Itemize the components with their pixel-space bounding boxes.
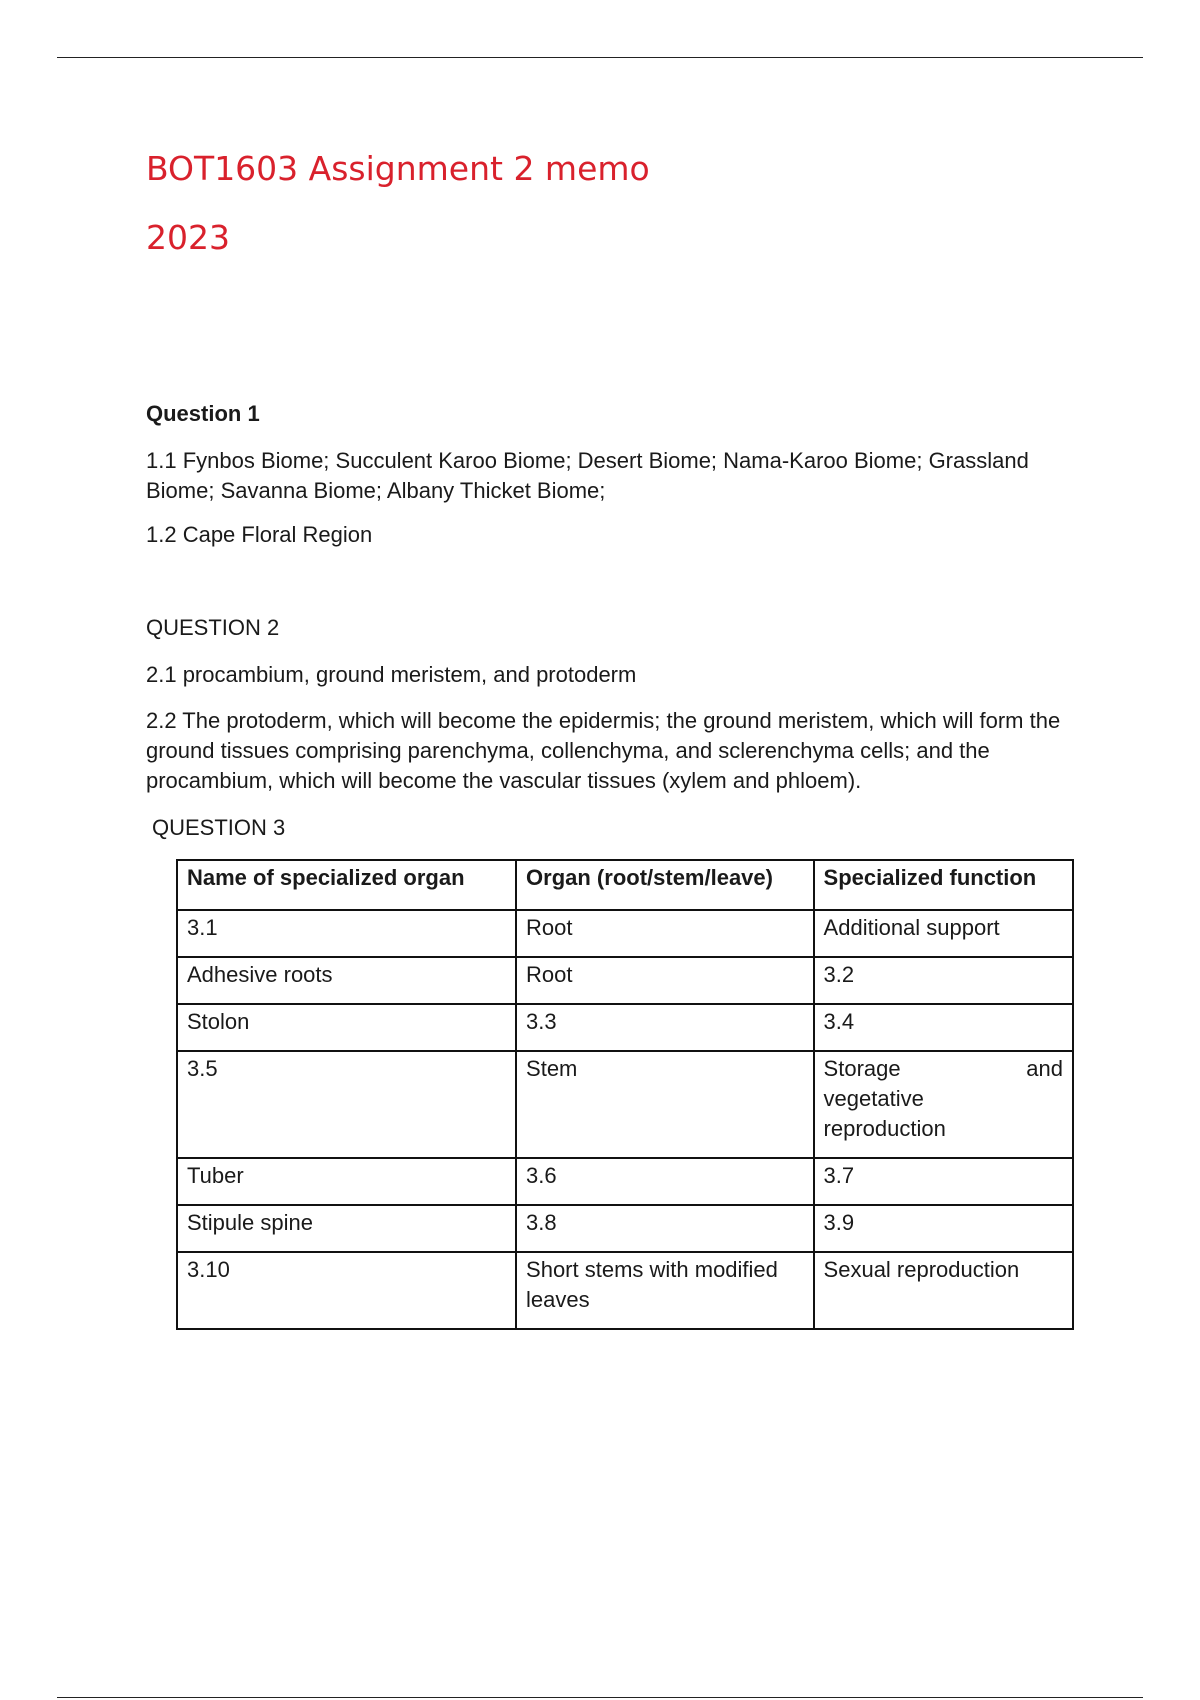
- function-line-3: reproduction: [823, 1116, 946, 1141]
- table-row: [177, 1004, 1073, 1051]
- column-header-organ-name: Name of specialized organ: [177, 860, 516, 910]
- answer-2-2: 2.2 The protoderm, which will become the epidermis; the ground meristem, which will form the ground tissues comprising parenchyma, collenchyma, and sclerenchyma cells; and the procambium, which will become the vascular tissues (xylem and phloem).: [146, 708, 1061, 793]
- function-word-and: and: [1026, 1056, 1063, 1081]
- table-cell: Stipule spine: [177, 1205, 516, 1252]
- table-cell: 3.4: [814, 1004, 1073, 1051]
- answer-1-1: 1.1 Fynbos Biome; Succulent Karoo Biome; Desert Biome; Nama-Karoo Biome; Grassland Biome; Savanna Biome; Albany Thicket Biome;: [146, 448, 1029, 503]
- table-cell: Stolon: [177, 1004, 516, 1051]
- question-3-heading: QUESTION 3: [152, 815, 286, 840]
- table-cell: 3.8: [516, 1205, 814, 1252]
- table-header-row: [177, 860, 1073, 910]
- table-row: [177, 1205, 1073, 1252]
- function-line-2: vegetative: [823, 1086, 924, 1111]
- table-cell: 3.6: [516, 1158, 814, 1205]
- table-cell: Adhesive roots: [177, 957, 516, 1004]
- function-line-1: [824, 1054, 1063, 1084]
- table-row: [177, 1051, 1073, 1158]
- document-year: 2023: [146, 218, 230, 257]
- document-title: BOT1603 Assignment 2 memo: [146, 149, 650, 188]
- bottom-divider: [57, 1697, 1143, 1698]
- specialized-organs-table: [176, 859, 1074, 1330]
- table-row: [177, 1252, 1073, 1329]
- table-cell: 3.7: [814, 1158, 1073, 1205]
- top-divider: [57, 57, 1143, 58]
- table-cell: Sexual reproduction: [814, 1252, 1073, 1329]
- table-cell: 3.9: [814, 1205, 1073, 1252]
- question-2-heading: QUESTION 2: [146, 615, 280, 640]
- table-cell: Root: [516, 957, 814, 1004]
- table-row: [177, 1158, 1073, 1205]
- table-cell: 3.5: [177, 1051, 516, 1158]
- table-row: [177, 910, 1073, 957]
- question-1-heading: Question 1: [146, 401, 260, 426]
- table-row: [177, 957, 1073, 1004]
- column-header-organ-type: Organ (root/stem/leave): [516, 860, 814, 910]
- table-cell: 3.10: [177, 1252, 516, 1329]
- table-cell-storage-function: [814, 1051, 1073, 1158]
- table-cell: 3.1: [177, 910, 516, 957]
- table-cell: Tuber: [177, 1158, 516, 1205]
- table-cell: 3.3: [516, 1004, 814, 1051]
- column-header-function: Specialized function: [814, 860, 1073, 910]
- function-word-storage: Storage: [823, 1056, 901, 1081]
- answer-1-2: 1.2 Cape Floral Region: [146, 522, 373, 547]
- table-cell: Stem: [516, 1051, 814, 1158]
- table-cell: Root: [516, 910, 814, 957]
- answer-2-1: 2.1 procambium, ground meristem, and protoderm: [146, 662, 637, 687]
- table-cell: Short stems with modified leaves: [516, 1252, 814, 1329]
- table-cell: 3.2: [814, 957, 1073, 1004]
- table-cell: Additional support: [814, 910, 1073, 957]
